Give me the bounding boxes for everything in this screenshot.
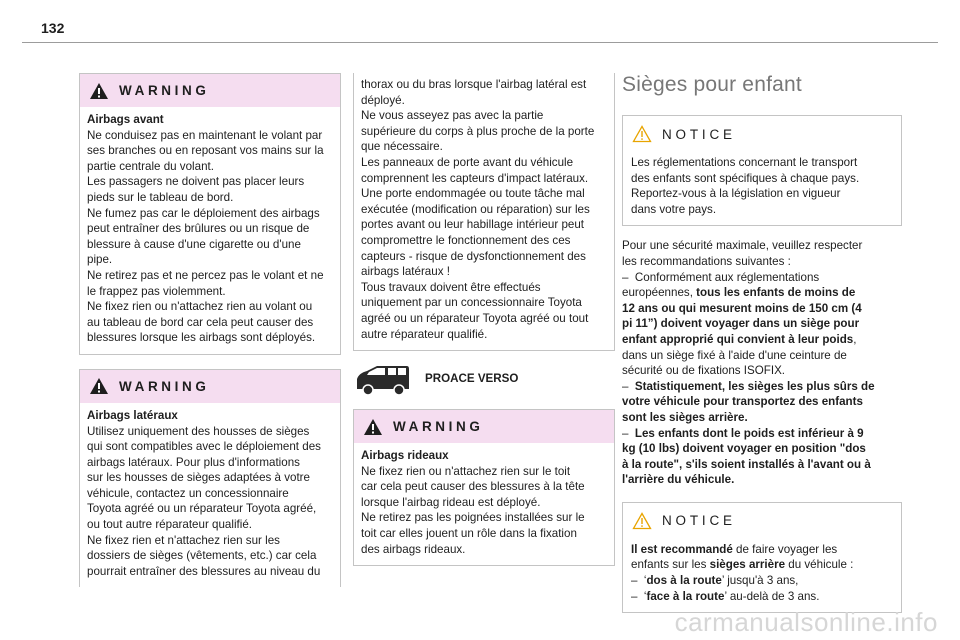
- bold-text: face à la route: [646, 589, 725, 603]
- text-segment: de faire voyager les: [732, 542, 838, 556]
- text-line: ses branches ou en reposant vos mains sur la: [87, 144, 324, 158]
- column-3: [622, 73, 902, 613]
- text-line: portes avant ou leur habillage intérieur peut: [361, 218, 585, 232]
- warning-body: [80, 107, 340, 354]
- text-segment: ,: [853, 332, 857, 346]
- text-line: ou tout autre réparateur qualifié.: [87, 518, 252, 532]
- text-line: Ne fixez rien et n'attachez rien sur les: [87, 533, 280, 547]
- text-line: compromettre le fonctionnement des ces: [361, 233, 571, 247]
- text-segment: ’ au-delà de 3 ans.: [724, 589, 820, 603]
- text-line: agréé ou un réparateur Toyota agréé ou tout: [361, 311, 589, 325]
- text-line: car cela peut causer des blessures à la tête: [361, 480, 585, 494]
- bold-text: enfant approprié qui convient à leur poids: [622, 332, 854, 346]
- text-segment: – Conformément aux réglementations: [622, 270, 820, 284]
- notice-header: [623, 116, 901, 152]
- vehicle-model-label: PROACE VERSO: [425, 372, 519, 386]
- text-line: peut entraîner des brûlures ou un risque de: [87, 222, 310, 236]
- text-segment: ’ jusqu'à 3 ans,: [721, 574, 799, 588]
- column-1: [79, 73, 341, 587]
- text-line: déployé.: [361, 93, 405, 107]
- text-line: [622, 441, 902, 457]
- text-line: [622, 348, 902, 364]
- text-line: Ne fixez rien ou n'attachez rien sur le toit: [361, 464, 571, 478]
- bold-text: pi 11”) doivent voyager dans un siège pour: [622, 317, 860, 331]
- text-line: Ne fixez rien ou n'attachez rien au volant ou: [87, 300, 313, 314]
- text-line: [622, 363, 902, 379]
- vehicle-model-row: [353, 363, 615, 397]
- text-line: Ne retirez pas et ne percez pas le volant et ne: [87, 268, 324, 282]
- text-segment: – ‘: [631, 589, 647, 603]
- text-line: Tous travaux doivent être effectués: [361, 280, 541, 294]
- text-line: Les passagers ne doivent pas placer leurs: [87, 175, 305, 189]
- column-2: [353, 73, 615, 566]
- text-line: Les panneaux de porte avant du véhicule: [361, 155, 574, 169]
- text-line: pieds sur le tableau de bord.: [87, 190, 234, 204]
- warning-box-curtain-airbags: [353, 409, 615, 566]
- text-line: Reportez-vous à la législation en vigueur: [631, 187, 841, 201]
- text-line: Ne vous asseyez pas avec la partie: [361, 109, 544, 123]
- watermark-url: carmanualsonline.info: [674, 607, 938, 637]
- text-line: comprennent les capteurs d'impact latéraux.: [361, 171, 589, 185]
- warning-title: WARNING: [119, 378, 210, 394]
- notice-box-regulations: [622, 115, 902, 226]
- notice-box-rear-seats: [622, 502, 902, 613]
- paragraph-heading: Airbags rideaux: [361, 449, 449, 463]
- page-number: 132: [41, 20, 65, 36]
- text-line: lorsque l'airbag rideau est déployé.: [361, 495, 541, 509]
- bold-text: votre véhicule pour transportez des enfants: [622, 395, 863, 409]
- text-line: [622, 285, 902, 301]
- warning-box-side-airbags: [79, 369, 341, 588]
- text-line: Les réglementations concernant le transport: [631, 156, 858, 169]
- text-line: dans votre pays.: [631, 202, 717, 216]
- text-line: blessure à cause d'une cigarette ou d'une: [87, 237, 301, 251]
- text-line: toit car elles jouent un rôle dans la fixation: [361, 527, 577, 541]
- text-line: Utilisez uniquement des housses de sièges: [87, 424, 310, 438]
- text-line: [622, 457, 902, 473]
- notice-title: NOTICE: [662, 126, 736, 142]
- text-line: [631, 573, 893, 589]
- text-line: au tableau de bord car cela peut causer des: [87, 315, 314, 329]
- warning-title: WARNING: [393, 419, 484, 435]
- text-line: uniquement par un concessionnaire Toyota: [361, 296, 582, 310]
- warning-triangle-icon: [89, 82, 109, 100]
- text-line: exécutée (modification ou réparation) sur les: [361, 202, 590, 216]
- text-segment: enfants sur les: [631, 558, 710, 572]
- text-segment: du véhicule :: [785, 558, 854, 572]
- bold-text: sièges arrière: [709, 558, 786, 572]
- text-line: airbags latéraux !: [361, 265, 450, 279]
- text-line: capteurs - risque de dysfonctionnement des: [361, 249, 586, 263]
- text-line: [622, 394, 902, 410]
- text-line: [631, 542, 893, 558]
- text-segment: Pour une sécurité maximale, veuillez respecter: [622, 239, 863, 253]
- text-line: des enfants sont spécifiques à chaque pays.: [631, 171, 860, 185]
- bold-text: Statistiquement, les sièges les plus sûrs de: [634, 379, 875, 393]
- notice-body: [623, 539, 901, 612]
- text-line: [622, 426, 902, 442]
- text-line: Ne fumez pas car le déploiement des airbags: [87, 206, 320, 220]
- text-line: [622, 270, 902, 286]
- notice-header: [623, 503, 901, 539]
- text-line: Une porte endommagée ou toute tâche mal: [361, 187, 585, 201]
- warning-box-front-airbags: [79, 73, 341, 355]
- header-rule: [22, 42, 938, 43]
- section-title: Sièges pour enfant: [622, 73, 802, 96]
- text-line: airbags latéraux. Pour plus d'informations: [87, 455, 300, 469]
- text-segment: – ‘: [631, 574, 647, 588]
- text-line: Ne conduisez pas en maintenant le volant par: [87, 128, 323, 142]
- text-segment: sécurité ou de fixations ISOFIX.: [622, 364, 786, 378]
- warning-header: [80, 370, 340, 403]
- text-line: qui sont compatibles avec le déploiement des: [87, 440, 321, 454]
- text-line: Ne retirez pas les poignées installées sur le: [361, 511, 585, 525]
- text-line: supérieure du corps à plus proche de la porte: [361, 124, 595, 138]
- text-segment: dans un siège fixé à l'aide d'une ceinture de: [622, 348, 847, 362]
- warning-body: [80, 403, 340, 588]
- notice-triangle-icon: [632, 125, 652, 143]
- text-line: [622, 316, 902, 332]
- notice-title: NOTICE: [662, 513, 736, 529]
- paragraph-heading: Airbags latéraux: [87, 408, 178, 422]
- warning-header: [354, 410, 614, 443]
- bold-text: tous les enfants de moins de: [696, 286, 856, 300]
- bold-text: l'arrière du véhicule.: [622, 473, 735, 487]
- bold-text: à la route", s'ils soient installés à l'avant ou à: [622, 457, 871, 471]
- text-line: dossiers de sièges (vêtements, etc.) car cela: [87, 549, 317, 563]
- text-line: partie centrale du volant.: [87, 159, 214, 173]
- bold-text: dos à la route: [646, 574, 722, 588]
- text-line: [622, 301, 902, 317]
- text-segment: –: [622, 426, 635, 440]
- notice-triangle-icon: [632, 512, 652, 530]
- paragraph-heading: Airbags avant: [87, 113, 164, 126]
- continuation-body: [354, 73, 614, 350]
- text-segment: –: [622, 379, 635, 393]
- text-line: sur les housses de sièges adaptées à votre: [87, 471, 310, 485]
- text-line: pourrait entraîner des blessures au niveau du: [87, 564, 321, 578]
- child-seat-recommendations: [622, 238, 902, 488]
- warning-header: [80, 74, 340, 107]
- text-line: véhicule, contactez un concessionnaire: [87, 486, 289, 500]
- warning-box-continuation: [353, 73, 615, 351]
- bold-text: 12 ans ou qui mesurent moins de 150 cm (4: [622, 301, 862, 315]
- text-line: le frappez pas violemment.: [87, 284, 226, 298]
- text-line: [622, 379, 902, 395]
- text-line: des airbags rideaux.: [361, 542, 466, 556]
- text-line: [622, 254, 902, 270]
- text-line: Toyota agréé ou un réparateur Toyota agréé,: [87, 502, 317, 516]
- text-line: [622, 472, 902, 488]
- notice-body: [623, 152, 901, 225]
- text-segment: européennes,: [622, 286, 697, 300]
- bold-text: kg (10 lbs) doivent voyager en position "dos: [622, 442, 866, 456]
- text-line: autre réparateur qualifié.: [361, 327, 488, 341]
- bold-text: sont les sièges arrière.: [622, 410, 748, 424]
- text-line: [622, 410, 902, 426]
- warning-body: [354, 443, 614, 565]
- bold-text: Il est recommandé: [631, 542, 733, 556]
- warning-triangle-icon: [89, 377, 109, 395]
- text-line: [631, 589, 893, 605]
- warning-triangle-icon: [363, 418, 383, 436]
- text-line: pipe.: [87, 253, 113, 267]
- warning-title: WARNING: [119, 83, 210, 98]
- text-line: que nécessaire.: [361, 140, 443, 154]
- text-line: blessures lorsque les airbags sont déployés.: [87, 331, 316, 345]
- text-line: [622, 332, 902, 348]
- text-segment: les recommandations suivantes :: [622, 254, 791, 268]
- bold-text: Les enfants dont le poids est inférieur à 9: [634, 426, 864, 440]
- text-line: [631, 557, 893, 573]
- text-line: [622, 238, 902, 254]
- van-icon: [353, 363, 411, 397]
- text-line: thorax ou du bras lorsque l'airbag latéral est: [361, 78, 587, 91]
